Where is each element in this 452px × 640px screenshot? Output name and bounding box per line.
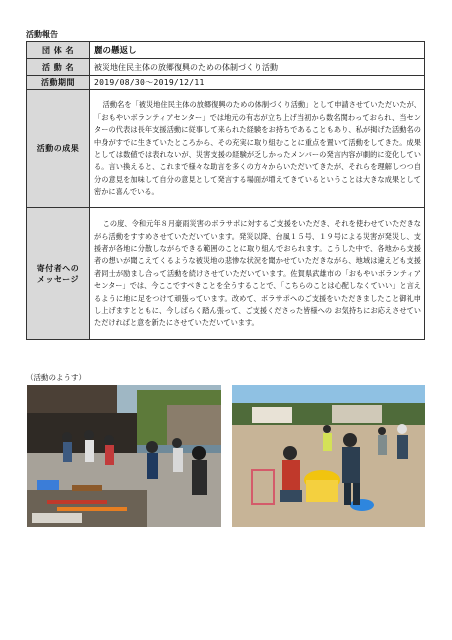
activity-photo-2-image: [232, 385, 425, 527]
report-table: [26, 41, 425, 340]
activity-photo-2: [232, 385, 425, 527]
value-group-name: 麗の懸返し: [90, 42, 425, 59]
photos-label: （活動のようす）: [26, 373, 86, 382]
value-activity-period: 2019/08/30〜2019/12/11: [90, 76, 425, 90]
value-results: 活動名を「被災地住民主体の放郷復興のための体制づくり活動」として申請させていただいたが、「おもやいボランティアセンター」では地元の有志が立ち上げ当初から数名関わっておられ、当センターの代表は長年支援活動に従事して来られた経験をお持ちであることもあり、私が掲げた活動名の中身がすでに生きていたところから、その充実に取り組むことに重点を置いて活動をしてきた。成果としては数値では表れないが、災害支援の経験が乏しかったメンバーの発言内容が劇的に変化している。言い換えると、これまで様々な助言を多くの方々からいただいてきたが、それらを理解しつつ自分の意見を加味して自分の意見として発言する場面が増えてきているということは大きな成果として密かに喜んでいる。: [90, 90, 425, 208]
row-activity-period: [27, 76, 425, 90]
report-heading: 活動報告: [26, 30, 58, 39]
row-results: [27, 90, 425, 208]
label-group-name: 団 体 名: [27, 42, 90, 59]
activity-photo-1: [27, 385, 221, 527]
row-message: [27, 208, 425, 340]
row-group-name: [27, 42, 425, 59]
activity-photo-1-image: [27, 385, 221, 527]
label-activity-period: 活動期間: [27, 76, 90, 90]
row-activity-name: [27, 59, 425, 76]
label-message-text: 寄付者への メッセージ: [36, 263, 80, 284]
value-message: この度、令和元年８月豪雨災害のボラサポに対するご支援をいただき、それを使わせていただきながら活動をすすめさせていただいています。発災以降、台風１５号、１９号による災害が発災し、支援者が各地に分散しながらできる範囲のことに取り組んでおられます。こうした中で、各地から支援者の想いが聞こえてくるような被災地の悲惨な状況を聞かせていただきながら、地域は違えども支援者同士が励まし合って活動を続けさせていただいています。佐賀県武雄市の「おもやいボランティアセンター」では、今ここですべきことを全うすることで、「こちらのことは心配しなくていい」と言えるように地に足をつけて頑張っています。改めて、ボラサポへのご支援をいただきましたこと御礼申し上げますとともに、今しばらく踏ん張って、ご支援くださった皆様への お気持ちにお応えさせていただければと意を新たにさせていただいています。: [90, 208, 425, 340]
label-activity-name: 活 動 名: [27, 59, 90, 76]
label-results: 活動の成果: [27, 90, 90, 208]
label-message: [27, 208, 90, 340]
value-activity-name: 被災地住民主体の放郷復興のための体制づくり活動: [90, 59, 425, 76]
